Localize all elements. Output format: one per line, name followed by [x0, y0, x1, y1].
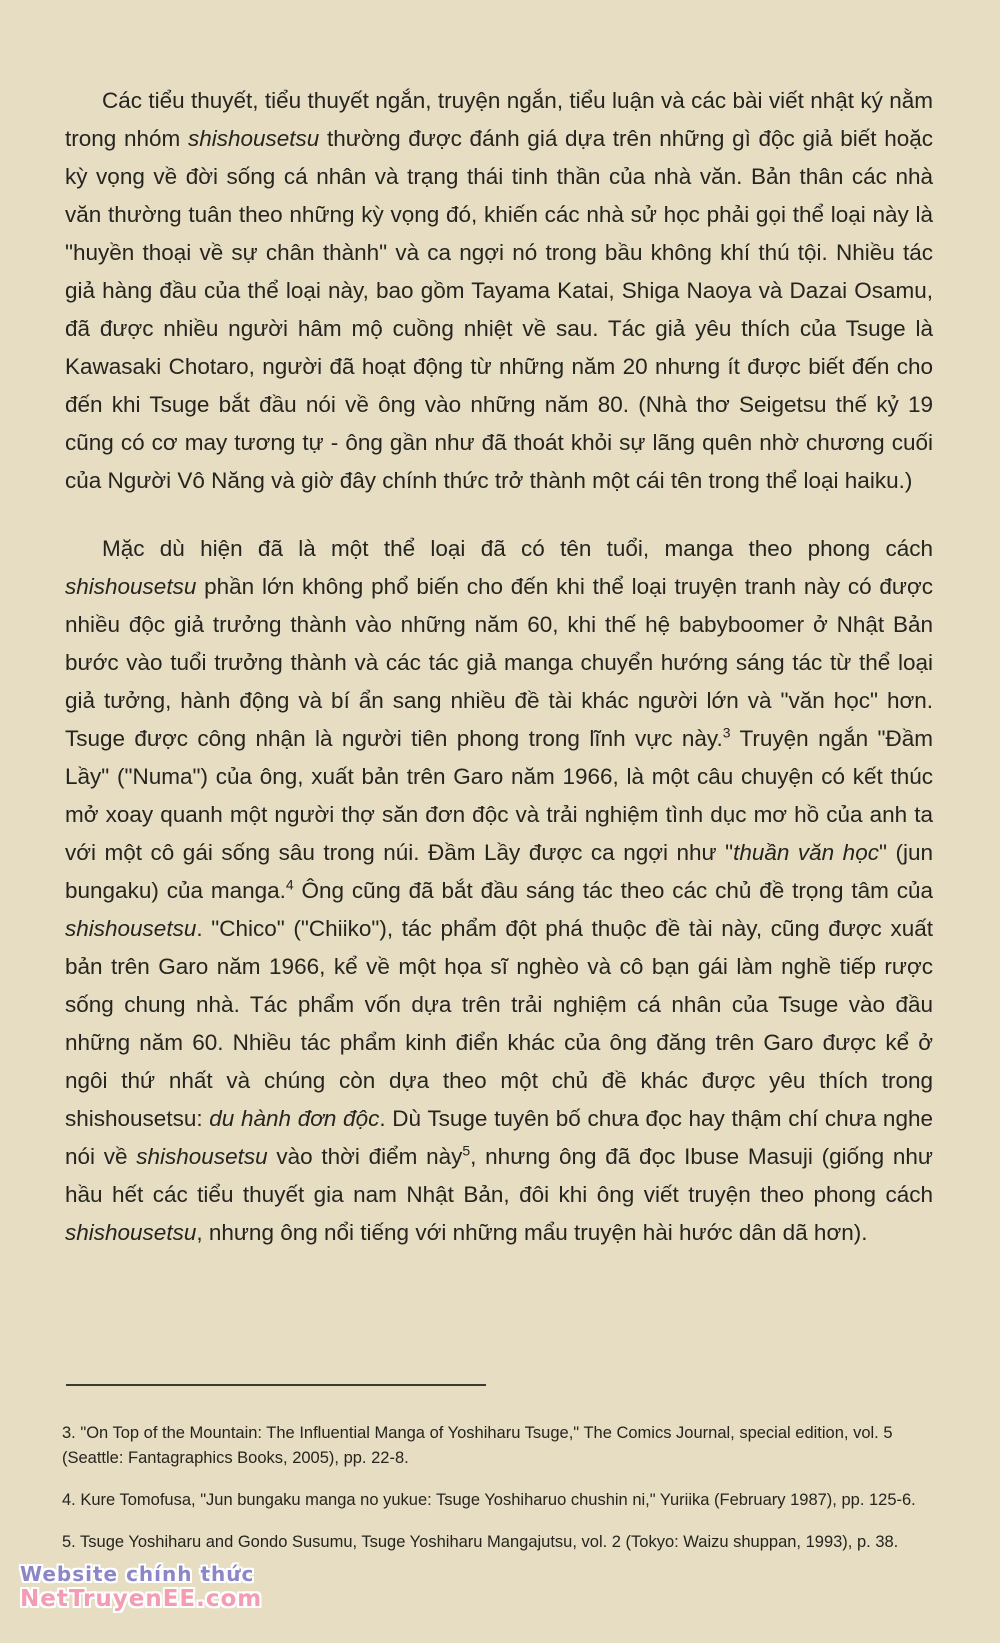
footnote-ref: 3: [722, 724, 731, 741]
watermark-site-label: Website chính thức: [20, 1562, 255, 1586]
site-watermark: [20, 1562, 262, 1612]
text-segment: Truyện ngắn "Đầm Lầy" ("Numa") của ông, xuất bản trên Garo năm 1966, là một câu chuyện có kết thúc mở xoay quanh một người thợ săn đơn độc và trải nghiệm tình dục mơ hồ của anh ta với một cô gái sống sâu trong núi. Đầm Lầy được ca ngợi như ": [65, 726, 933, 865]
paragraph-2: [65, 530, 933, 1252]
footnote-separator: [66, 1384, 486, 1386]
italic-text: thuần văn học: [733, 840, 879, 865]
italic-text: shishousetsu: [187, 126, 320, 151]
italic-text: shishousetsu: [65, 574, 197, 599]
text-segment: . Dù Tsuge tuyên bố chưa đọc hay thậm chí chưa nghe nói về: [65, 1106, 933, 1169]
text-segment: Ông cũng đã bắt đầu sáng tác theo các chủ đề trọng tâm của: [293, 878, 933, 903]
watermark-site-name: NetTruyenEE.com: [20, 1586, 263, 1612]
text-segment: Các tiểu thuyết, tiểu thuyết ngắn, truyện ngắn, tiểu luận và các bài viết nhật ký nằm trong nhóm: [65, 88, 933, 151]
italic-text: shishousetsu: [65, 916, 197, 941]
text-segment: vào thời điểm này: [267, 1144, 463, 1169]
footnote-ref: 4: [285, 876, 294, 893]
footnote-4: 4. Kure Tomofusa, "Jun bungaku manga no yukue: Tsuge Yoshiharuo chushin ni," Yuriika (February 1987), pp. 125-6.: [62, 1491, 916, 1509]
italic-text: shishousetsu: [65, 1220, 197, 1245]
footnote-3: 3. "On Top of the Mountain: The Influential Manga of Yoshiharu Tsuge," The Comics Journal, special edition, vol. 5 (Seattle: Fantagraphics Books, 2005), pp. 22-8.: [62, 1424, 893, 1467]
body-text: [65, 82, 933, 1252]
text-segment: phần lớn không phổ biến cho đến khi thể loại truyện tranh này có được nhiều độc giả trưởng thành vào những năm 60, khi thế hệ babyboomer ở Nhật Bản bước vào tuổi trưởng thành và các tác giả manga chuyển hướng sáng tác từ thể loại giả tưởng, hành động và bí ẩn sang nhiều đề tài khác người lớn và "văn học" hơn. Tsuge được công nhận là người tiên phong trong lĩnh vực này.: [65, 574, 933, 751]
text-segment: , nhưng ông đã đọc Ibuse Masuji (giống như hầu hết các tiểu thuyết gia nam Nhật Bản, đôi khi ông viết truyện theo phong cách: [65, 1144, 933, 1207]
italic-text: du hành đơn độc: [209, 1106, 380, 1131]
text-segment: thường được đánh giá dựa trên những gì độc giả biết hoặc kỳ vọng về đời sống cá nhân và trạng thái tinh thần của nhà văn. Bản thân các nhà văn thường tuân theo những kỳ vọng đó, khiến các nhà sử học phải gọi thể loại này là "huyền thoại về sự chân thành" và ca ngợi nó trong bầu không khí thú tội. Nhiều tác giả hàng đầu của thể loại này, bao gồm Tayama Katai, Shiga Naoya và Dazai Osamu, đã được nhiều người hâm mộ cuồng nhiệt về sau. Tác giả yêu thích của Tsuge là Kawasaki Chotaro, người đã hoạt động từ những năm 20 nhưng ít được biết đến cho đến khi Tsuge bắt đầu nói về ông vào những năm 80. (Nhà thơ Seigetsu thế kỷ 19 cũng có cơ may tương tự - ông gần như đã thoát khỏi sự lãng quên nhờ chương cuối của Người Vô Năng và giờ đây chính thức trở thành một cái tên trong thể loại haiku.): [65, 126, 933, 493]
text-segment: . "Chico" ("Chiiko"), tác phẩm đột phá thuộc đề tài này, cũng được xuất bản trên Garo năm 1966, kể về một họa sĩ nghèo và cô bạn gái làm nghề tiếp rược sống chung nhà. Tác phẩm vốn dựa trên trải nghiệm cá nhân của Tsuge vào đầu những năm 60. Nhiều tác phẩm kinh điển khác của ông đăng trên Garo được kể ở ngôi thứ nhất và chúng còn dựa theo một chủ đề khác được yêu thích trong shishousetsu:: [65, 916, 933, 1131]
italic-text: shishousetsu: [136, 1144, 268, 1169]
paragraph-1: [65, 82, 933, 500]
text-segment: " (jun bungaku) của manga.: [65, 840, 933, 903]
text-segment: Mặc dù hiện đã là một thể loại đã có tên tuổi, manga theo phong cách: [102, 536, 933, 561]
footnote-5: 5. Tsuge Yoshiharu and Gondo Susumu, Tsuge Yoshiharu Mangajutsu, vol. 2 (Tokyo: Waizu shuppan, 1993), p. 38.: [62, 1533, 899, 1551]
footnote-ref: 5: [462, 1142, 471, 1159]
text-segment: , nhưng ông nổi tiếng với những mẩu truyện hài hước dân dã hơn).: [196, 1220, 868, 1245]
